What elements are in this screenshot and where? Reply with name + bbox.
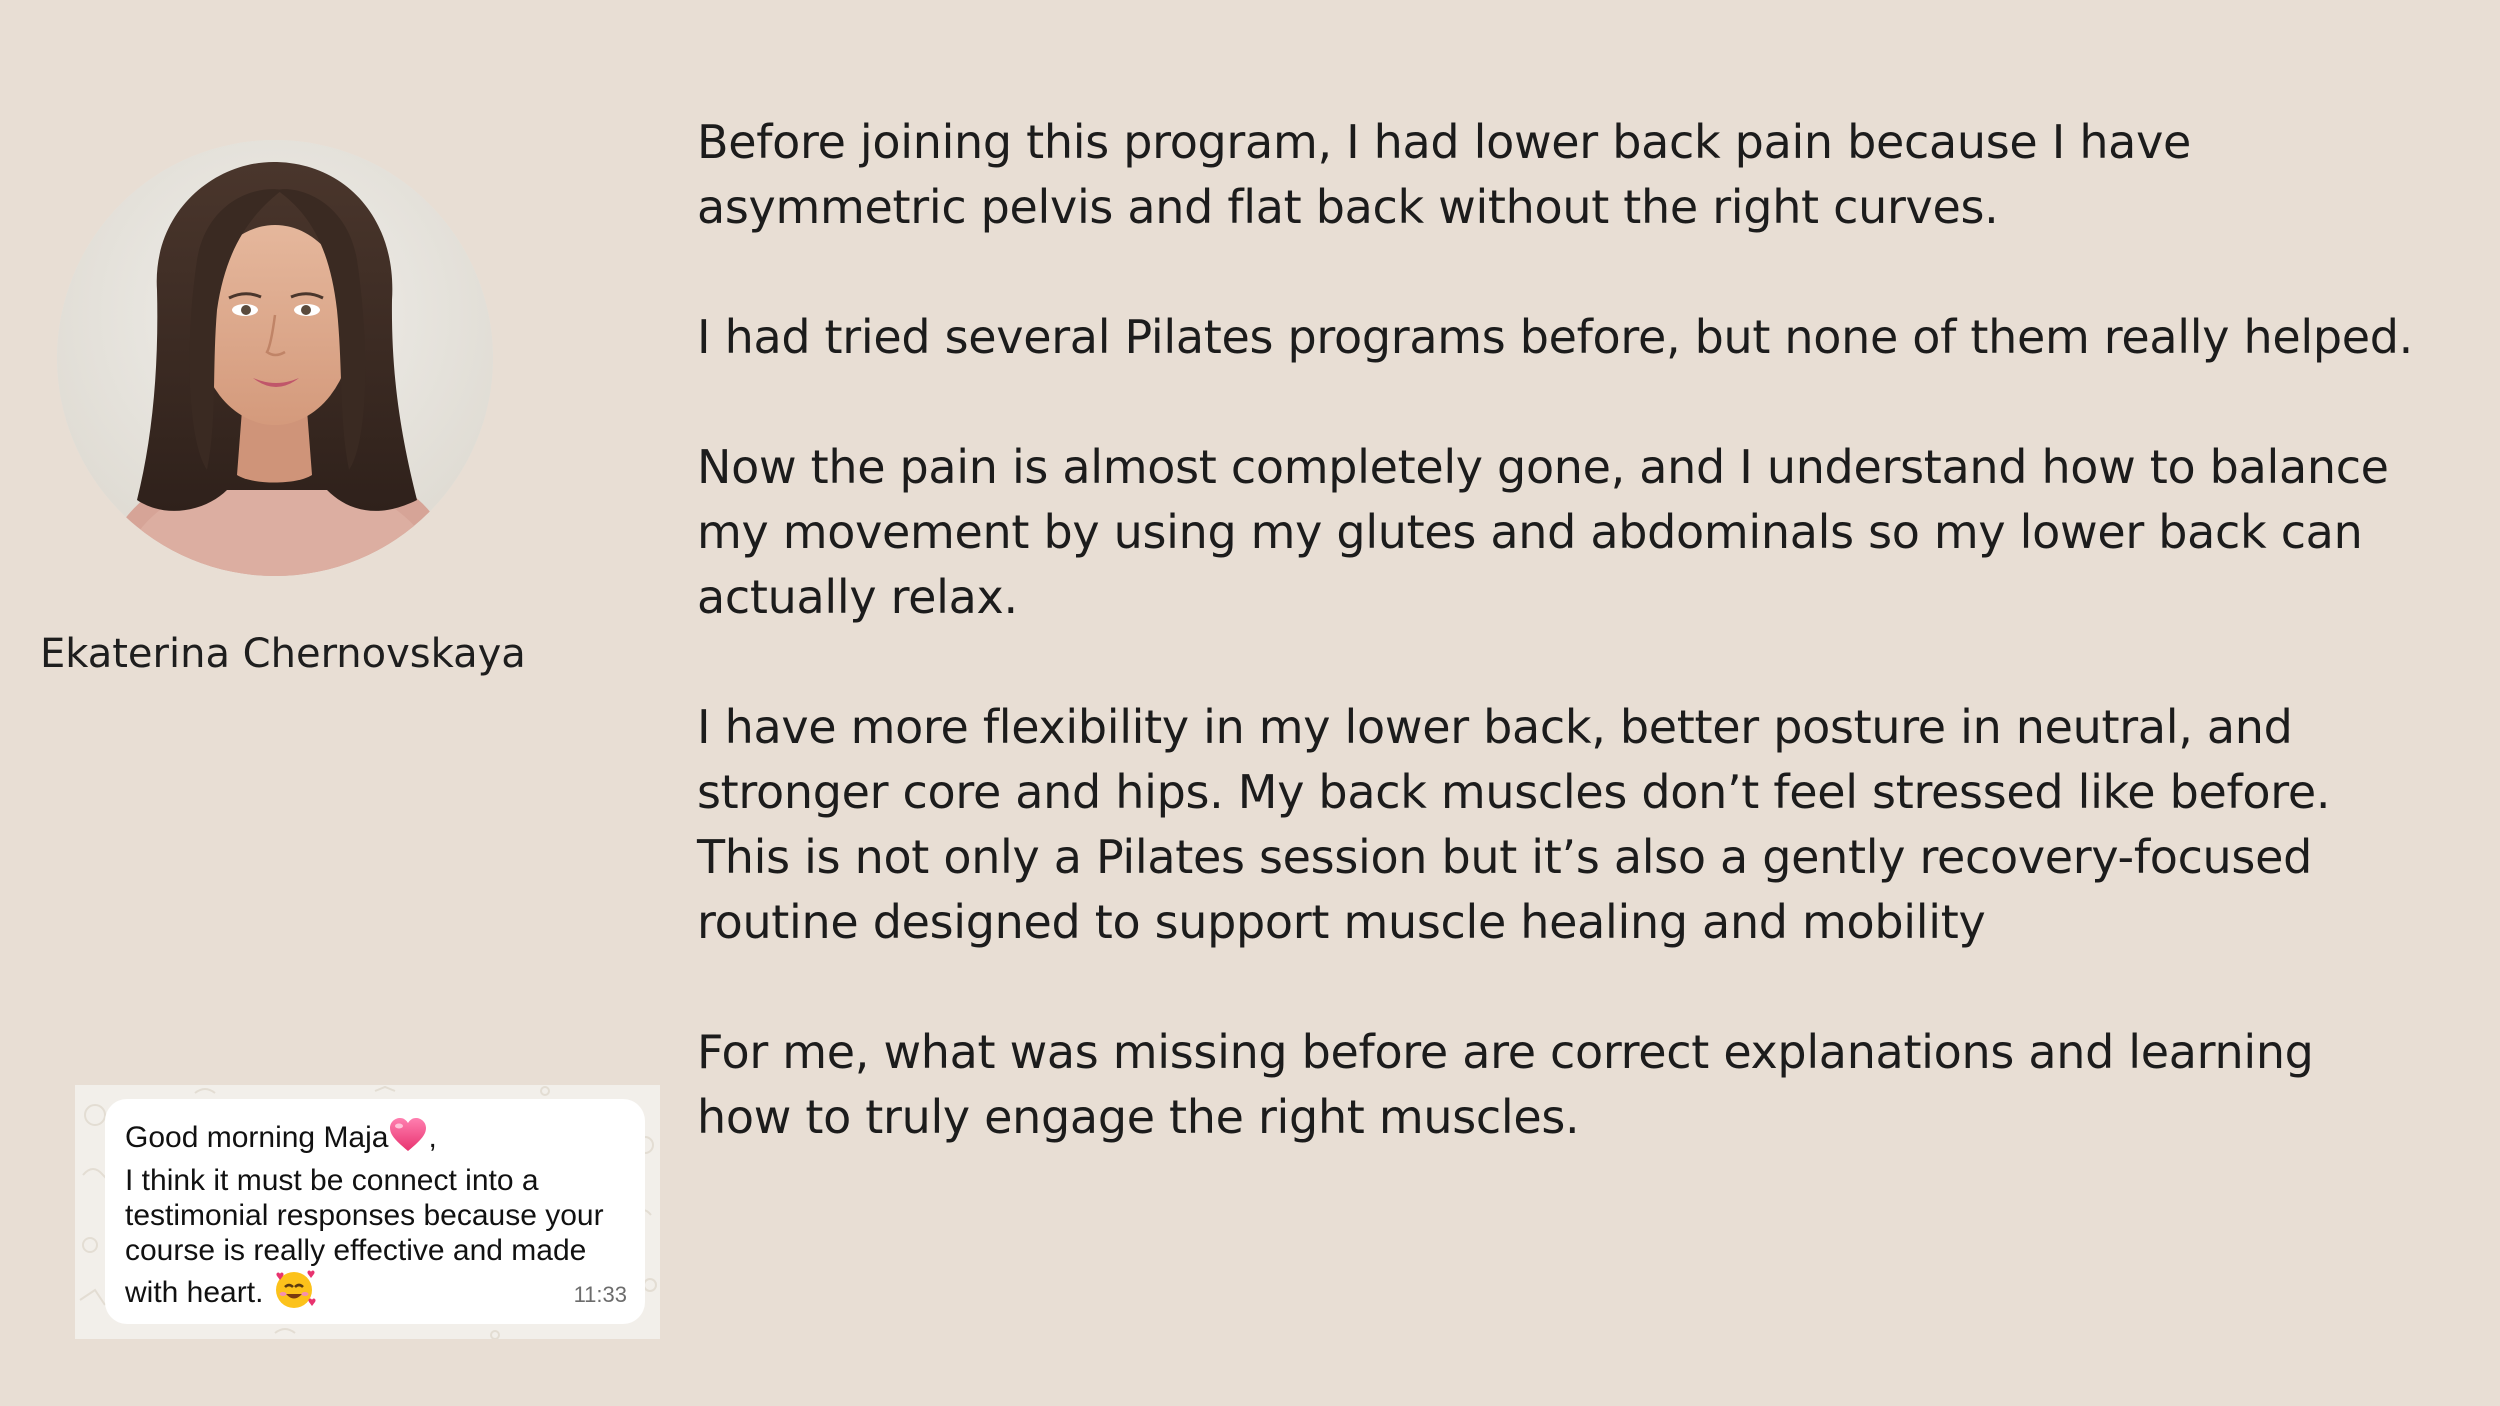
chat-text-line: course is really effective and made bbox=[125, 1234, 587, 1267]
testimonial-paragraph: For me, what was missing before are correct explanations and learning how to truly engage the right muscles. bbox=[697, 1025, 2314, 1144]
portrait-photo bbox=[57, 140, 493, 576]
testimonial-paragraph: Before joining this program, I had lower back pain because I have asymmetric pelvis and flat back without the right curves. bbox=[697, 115, 2191, 234]
smiling-face-with-hearts-icon bbox=[272, 1268, 316, 1320]
chat-text-line: with heart. bbox=[125, 1275, 264, 1309]
person-name: Ekaterina Chernovskaya bbox=[40, 631, 526, 677]
chat-greeting-suffix: , bbox=[428, 1120, 437, 1154]
chat-greeting: Good morning Maja bbox=[125, 1120, 389, 1154]
chat-last-line bbox=[125, 1268, 625, 1320]
chat-timestamp: 11:33 bbox=[573, 1282, 627, 1307]
chat-text-line: testimonial responses because your bbox=[125, 1199, 604, 1232]
testimonial-text bbox=[697, 110, 2417, 1215]
chat-message-bubble bbox=[105, 1099, 645, 1324]
testimonial-paragraph: Now the pain is almost completely gone, and I understand how to balance my movement by using my glutes and abdominals so my lower back can actually relax. bbox=[697, 440, 2389, 624]
avatar bbox=[57, 140, 493, 576]
heart-emoji-icon bbox=[388, 1117, 428, 1161]
chat-text-line: I think it must be connect into a bbox=[125, 1164, 539, 1197]
testimonial-paragraph: I have more flexibility in my lower back, better posture in neutral, and stronger core and hips. My back muscles don’t feel stressed like before. This is not only a Pilates session but it’s also a gently recovery-focused routine designed to support muscle healing and mobility bbox=[697, 700, 2331, 949]
testimonial-paragraph: I had tried several Pilates programs before, but none of them really helped. bbox=[697, 310, 2413, 364]
chat-screenshot bbox=[75, 1085, 660, 1339]
chat-greeting-line bbox=[125, 1117, 625, 1161]
